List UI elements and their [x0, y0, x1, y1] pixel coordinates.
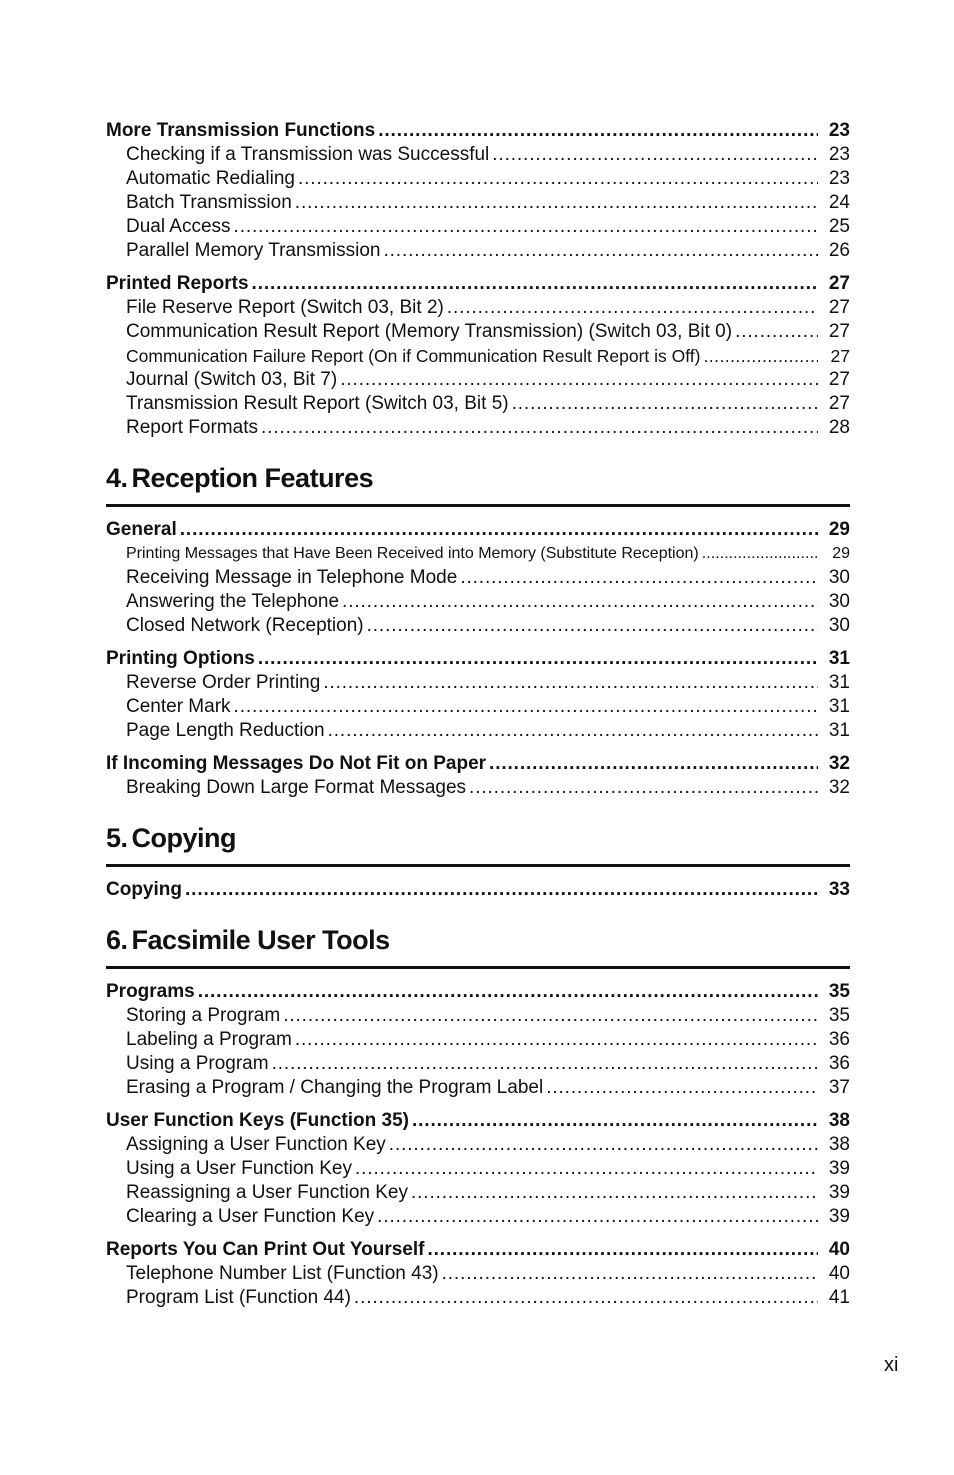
toc-entry-label: Report Formats [126, 417, 258, 438]
toc-entry-page: 40 [828, 1263, 850, 1284]
toc-entry-label: Clearing a User Function Key [126, 1206, 375, 1227]
toc-subsection-entry[interactable] [106, 671, 850, 695]
toc-entry-label: Batch Transmission [126, 192, 292, 213]
dot-leader [703, 344, 818, 368]
toc-entry-page: 24 [828, 192, 850, 213]
toc-entry-label: Erasing a Program / Changing the Program Label [126, 1077, 544, 1098]
toc-entry-page: 39 [828, 1182, 850, 1203]
toc-entry-page: 29 [832, 545, 850, 562]
dot-leader [377, 1205, 818, 1229]
toc-entry-page: 36 [828, 1053, 850, 1074]
chapter-number: 6. [106, 925, 128, 955]
toc-entry-label: Storing a Program [126, 1005, 281, 1026]
toc-entry-label: Journal (Switch 03, Bit 7) [126, 369, 338, 390]
chapter-heading [106, 822, 850, 867]
chapter-title: Facsimile User Tools [131, 925, 390, 955]
toc-entry-label: Checking if a Transmission was Successful [126, 144, 490, 165]
dot-leader [411, 1181, 818, 1205]
toc-entry-label: Reverse Order Printing [126, 672, 321, 693]
toc-section-entry[interactable] [106, 979, 850, 1004]
dot-leader [198, 979, 818, 1004]
dot-leader [180, 517, 818, 542]
toc-subsection-entry[interactable] [106, 1286, 850, 1310]
toc-entry-page: 36 [828, 1029, 850, 1050]
toc-entry-page: 27 [828, 321, 850, 342]
toc-entry-page: 38 [828, 1110, 850, 1131]
dot-leader [412, 1108, 818, 1133]
toc-entry-page: 27 [828, 273, 850, 294]
toc-entry-page: 35 [828, 981, 850, 1002]
toc-subsection-entry[interactable] [106, 392, 850, 416]
toc-entry-label: Using a User Function Key [126, 1158, 352, 1179]
toc-subsection-entry[interactable] [106, 776, 850, 800]
chapter-heading [106, 462, 850, 507]
dot-leader [735, 320, 818, 344]
toc-section-entry[interactable] [106, 1108, 850, 1133]
chapter-title: Reception Features [131, 463, 374, 493]
dot-leader [328, 719, 818, 743]
toc-subsection-entry[interactable] [106, 215, 850, 239]
toc-entry-page: 39 [828, 1158, 850, 1179]
toc-entry-label: Breaking Down Large Format Messages [126, 777, 467, 798]
toc-entry-page: 23 [828, 120, 850, 141]
toc-entry-label: Labeling a Program [126, 1029, 292, 1050]
toc-entry-label: More Transmission Functions [106, 120, 376, 141]
dot-leader [427, 1237, 818, 1262]
dot-leader [367, 614, 818, 638]
toc-entry-label: Reassigning a User Function Key [126, 1182, 408, 1203]
toc-entry-page: 23 [828, 168, 850, 189]
dot-leader [295, 191, 818, 215]
toc-entry-label: If Incoming Messages Do Not Fit on Paper [106, 753, 487, 774]
dot-leader [340, 368, 818, 392]
toc-entry-label: Printed Reports [106, 273, 249, 294]
toc-entry-page: 27 [828, 369, 850, 390]
dot-leader [234, 695, 818, 719]
toc-section-entry[interactable] [106, 646, 850, 671]
dot-leader [261, 416, 818, 440]
table-of-contents [106, 118, 850, 1310]
dot-leader [469, 776, 818, 800]
toc-subsection-entry[interactable] [106, 239, 850, 263]
dot-leader [442, 1262, 818, 1286]
toc-entry-page: 41 [828, 1287, 850, 1308]
chapter-number: 5. [106, 823, 128, 853]
toc-entry-page: 31 [828, 672, 850, 693]
toc-subsection-entry[interactable] [106, 542, 850, 566]
toc-entry-page: 40 [828, 1239, 850, 1260]
toc-entry-page: 25 [828, 216, 850, 237]
toc-entry-label: Dual Access [126, 216, 231, 237]
dot-leader [702, 542, 818, 566]
dot-leader [234, 215, 818, 239]
toc-subsection-entry[interactable] [106, 719, 850, 743]
toc-entry-page: 31 [828, 696, 850, 717]
toc-entry-page: 27 [828, 393, 850, 414]
toc-entry-page: 29 [828, 519, 850, 540]
toc-entry-label: Communication Failure Report (On if Communication Result Report is Off) [126, 346, 701, 366]
dot-leader [355, 1157, 818, 1181]
toc-subsection-entry[interactable] [106, 368, 850, 392]
chapter-title: Copying [131, 823, 237, 853]
toc-entry-page: 33 [828, 879, 850, 900]
toc-entry-label: General [106, 519, 177, 540]
toc-subsection-entry[interactable] [106, 143, 850, 167]
dot-leader [323, 671, 818, 695]
toc-entry-label: Using a Program [126, 1053, 269, 1074]
toc-subsection-entry[interactable] [106, 1133, 850, 1157]
toc-subsection-entry[interactable] [106, 566, 850, 590]
dot-leader [272, 1052, 818, 1076]
toc-subsection-entry[interactable] [106, 296, 850, 320]
toc-entry-label: Transmission Result Report (Switch 03, Bit 5) [126, 393, 509, 414]
toc-section-entry[interactable] [106, 271, 850, 296]
toc-entry-label: Assigning a User Function Key [126, 1134, 386, 1155]
toc-subsection-entry[interactable] [106, 191, 850, 215]
toc-entry-page: 30 [828, 567, 850, 588]
dot-leader [283, 1004, 818, 1028]
dot-leader [354, 1286, 818, 1310]
toc-section-entry[interactable] [106, 118, 850, 143]
toc-subsection-entry[interactable] [106, 1262, 850, 1286]
toc-subsection-entry[interactable] [106, 614, 850, 638]
toc-entry-page: 30 [828, 591, 850, 612]
toc-entry-page: 32 [828, 753, 850, 774]
toc-subsection-entry[interactable] [106, 344, 850, 368]
toc-entry-page: 27 [830, 346, 850, 366]
dot-leader [460, 566, 818, 590]
toc-subsection-entry[interactable] [106, 695, 850, 719]
chapter-number: 4. [106, 463, 128, 493]
toc-subsection-entry[interactable] [106, 1052, 850, 1076]
toc-entry-label: Reports You Can Print Out Yourself [106, 1239, 425, 1260]
toc-entry-page: 39 [828, 1206, 850, 1227]
dot-leader [512, 392, 818, 416]
toc-entry-label: Communication Result Report (Memory Transmission) (Switch 03, Bit 0) [126, 321, 733, 342]
toc-entry-page: 31 [828, 648, 850, 669]
toc-entry-page: 23 [828, 144, 850, 165]
dot-leader [185, 877, 818, 902]
toc-subsection-entry[interactable] [106, 416, 850, 440]
dot-leader [342, 590, 818, 614]
dot-leader [447, 296, 818, 320]
toc-entry-label: Program List (Function 44) [126, 1287, 351, 1308]
toc-entry-label: Closed Network (Reception) [126, 615, 364, 636]
toc-entry-page: 31 [828, 720, 850, 741]
toc-entry-label: Programs [106, 981, 195, 1002]
toc-entry-label: File Reserve Report (Switch 03, Bit 2) [126, 297, 444, 318]
toc-section-entry[interactable] [106, 517, 850, 542]
dot-leader [389, 1133, 818, 1157]
toc-subsection-entry[interactable] [106, 1181, 850, 1205]
toc-entry-label: Automatic Redialing [126, 168, 295, 189]
dot-leader [298, 167, 818, 191]
toc-subsection-entry[interactable] [106, 1004, 850, 1028]
toc-section-entry[interactable] [106, 877, 850, 902]
dot-leader [489, 751, 818, 776]
toc-entry-label: Page Length Reduction [126, 720, 325, 741]
toc-section-entry[interactable] [106, 1237, 850, 1262]
toc-subsection-entry[interactable] [106, 1028, 850, 1052]
dot-leader [383, 239, 818, 263]
toc-entry-label: Printing Options [106, 648, 255, 669]
toc-entry-page: 38 [828, 1134, 850, 1155]
toc-entry-page: 32 [828, 777, 850, 798]
toc-entry-page: 26 [828, 240, 850, 261]
toc-entry-page: 27 [828, 297, 850, 318]
toc-entry-label: Answering the Telephone [126, 591, 340, 612]
toc-entry-label: Printing Messages that Have Been Received into Memory (Substitute Reception) [126, 545, 699, 562]
dot-leader [492, 143, 818, 167]
toc-subsection-entry[interactable] [106, 590, 850, 614]
dot-leader [252, 271, 818, 296]
chapter-heading [106, 924, 850, 969]
toc-entry-page: 37 [828, 1077, 850, 1098]
toc-subsection-entry[interactable] [106, 1157, 850, 1181]
toc-subsection-entry[interactable] [106, 167, 850, 191]
toc-entry-page: 35 [828, 1005, 850, 1026]
page-number: xi [884, 1354, 899, 1376]
toc-entry-label: Center Mark [126, 696, 231, 717]
dot-leader [295, 1028, 818, 1052]
toc-subsection-entry[interactable] [106, 1205, 850, 1229]
toc-section-entry[interactable] [106, 751, 850, 776]
toc-entry-page: 28 [828, 417, 850, 438]
dot-leader [378, 118, 818, 143]
toc-subsection-entry[interactable] [106, 320, 850, 344]
toc-entry-label: Copying [106, 879, 182, 900]
toc-entry-label: User Function Keys (Function 35) [106, 1110, 409, 1131]
dot-leader [258, 646, 818, 671]
dot-leader [546, 1076, 818, 1100]
toc-entry-label: Telephone Number List (Function 43) [126, 1263, 439, 1284]
toc-entry-page: 30 [828, 615, 850, 636]
toc-entry-label: Parallel Memory Transmission [126, 240, 381, 261]
toc-subsection-entry[interactable] [106, 1076, 850, 1100]
toc-entry-label: Receiving Message in Telephone Mode [126, 567, 458, 588]
